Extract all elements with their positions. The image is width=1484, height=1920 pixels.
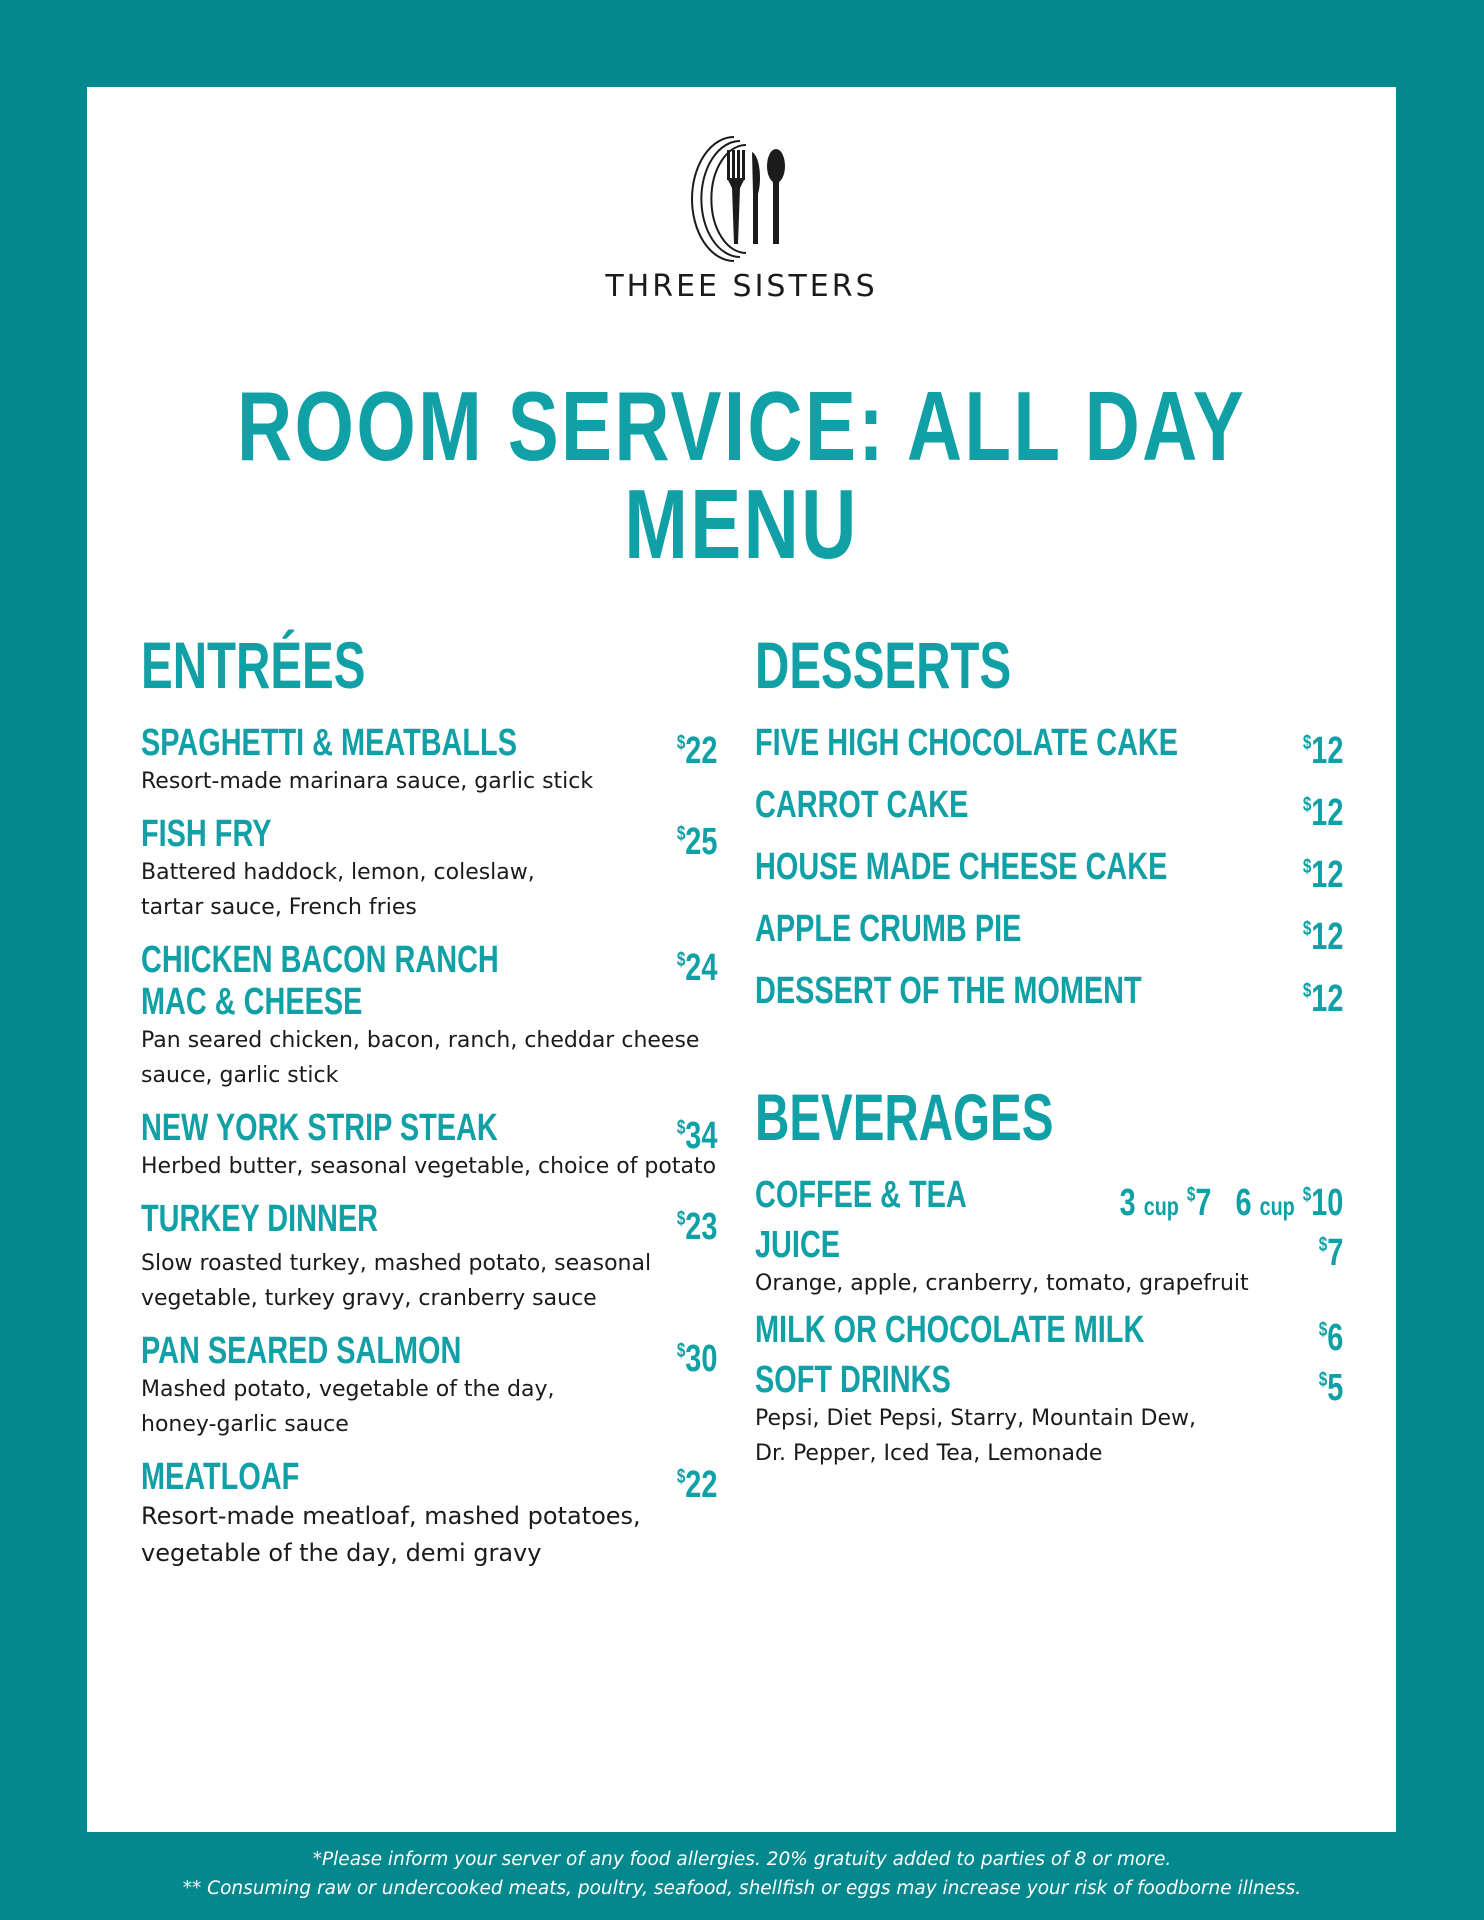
item-description: Resort-made meatloaf, mashed potatoes, vegetable of the day, demi gravy: [141, 1502, 641, 1567]
item-price: $22: [676, 1464, 717, 1506]
item-price: $22: [676, 730, 717, 772]
menu-card: [87, 87, 1396, 1832]
beverages-heading: BEVERAGES: [755, 1080, 1054, 1154]
item-name: PAN SEARED SALMON: [141, 1330, 462, 1372]
item-description: Slow roasted turkey, mashed potato, seasonal vegetable, turkey gravy, cranberry sauce: [141, 1251, 652, 1311]
menu-item: [755, 908, 1343, 958]
item-name: FISH FRY: [141, 813, 272, 855]
item-price: $12: [1302, 916, 1343, 958]
item-description: Mashed potato, vegetable of the day, honey-garlic sauce: [141, 1377, 555, 1437]
menu-item: [141, 939, 717, 1093]
desserts-heading: DESSERTS: [755, 628, 1012, 702]
brand-logo: [87, 132, 1396, 304]
menu-item: [755, 1174, 1343, 1224]
menu-item: [141, 722, 717, 799]
menu-item: [141, 1107, 717, 1184]
menu-item: [141, 1198, 717, 1316]
menu-item: [141, 1330, 717, 1442]
item-name: SPAGHETTI & MEATBALLS: [141, 722, 517, 764]
desserts-section: [755, 628, 1343, 1479]
item-price: $5: [1318, 1367, 1343, 1409]
item-price: $12: [1302, 730, 1343, 772]
item-price: $30: [676, 1338, 717, 1380]
item-name: FIVE HIGH CHOCOLATE CAKE: [755, 722, 1179, 764]
item-name: SOFT DRINKS: [755, 1359, 951, 1401]
menu-item: [755, 1309, 1343, 1359]
item-price: $23: [676, 1206, 717, 1248]
fork-knife-spoon-icon: [682, 132, 802, 267]
menu-item: [755, 846, 1343, 896]
menu-item: [755, 1224, 1343, 1301]
item-name: COFFEE & TEA: [755, 1174, 967, 1216]
brand-name: THREE SISTERS: [605, 269, 878, 304]
footer-notes: [0, 1845, 1484, 1903]
item-name: NEW YORK STRIP STEAK: [141, 1107, 498, 1149]
item-name: APPLE CRUMB PIE: [755, 908, 1022, 950]
item-description: Herbed butter, seasonal vegetable, choice of potato: [141, 1154, 717, 1179]
page-title: ROOM SERVICE: ALL DAY MENU: [236, 371, 1247, 579]
item-name: DESSERT OF THE MOMENT: [755, 970, 1142, 1012]
item-name: MEATLOAF: [141, 1456, 300, 1498]
item-description: Orange, apple, cranberry, tomato, grapefruit: [755, 1271, 1249, 1296]
menu-item: [755, 970, 1343, 1020]
item-name: CARROT CAKE: [755, 784, 969, 826]
item-price: $34: [676, 1115, 717, 1157]
item-price: $6: [1318, 1317, 1343, 1359]
item-name: TURKEY DINNER: [141, 1198, 378, 1240]
item-description: Pan seared chicken, bacon, ranch, cheddar cheese sauce, garlic stick: [141, 1028, 700, 1088]
entrees-heading: ENTRÉES: [141, 628, 366, 702]
item-description: Pepsi, Diet Pepsi, Starry, Mountain Dew, Dr. Pepper, Iced Tea, Lemonade: [755, 1406, 1197, 1466]
item-price: 3 cup $7 6 cup $10: [1119, 1182, 1343, 1224]
item-price: $7: [1318, 1232, 1343, 1274]
menu-item: [755, 1359, 1343, 1471]
menu-item: [141, 1456, 717, 1572]
item-description: Battered haddock, lemon, coleslaw, tartar sauce, French fries: [141, 860, 535, 920]
item-description: Resort-made marinara sauce, garlic stick: [141, 769, 594, 794]
item-name: MILK OR CHOCOLATE MILK: [755, 1309, 1145, 1351]
entrees-section: [141, 628, 717, 1586]
allergy-note: *Please inform your server of any food allergies. 20% gratuity added to parties of 8 or more.: [312, 1849, 1172, 1870]
item-name: JUICE: [755, 1224, 841, 1266]
item-name: HOUSE MADE CHEESE CAKE: [755, 846, 1168, 888]
item-price: $12: [1302, 792, 1343, 834]
item-price: $12: [1302, 978, 1343, 1020]
menu-item: [141, 813, 717, 925]
item-price: $12: [1302, 854, 1343, 896]
food-safety-note: ** Consuming raw or undercooked meats, poultry, seafood, shellfish or eggs may increase your risk of foodborne illness.: [182, 1878, 1302, 1899]
menu-item: [755, 784, 1343, 834]
item-price: $24: [676, 947, 717, 989]
item-price: $25: [676, 821, 717, 863]
menu-item: [755, 722, 1343, 772]
item-name: CHICKEN BACON RANCH MAC & CHEESE: [141, 939, 499, 1023]
